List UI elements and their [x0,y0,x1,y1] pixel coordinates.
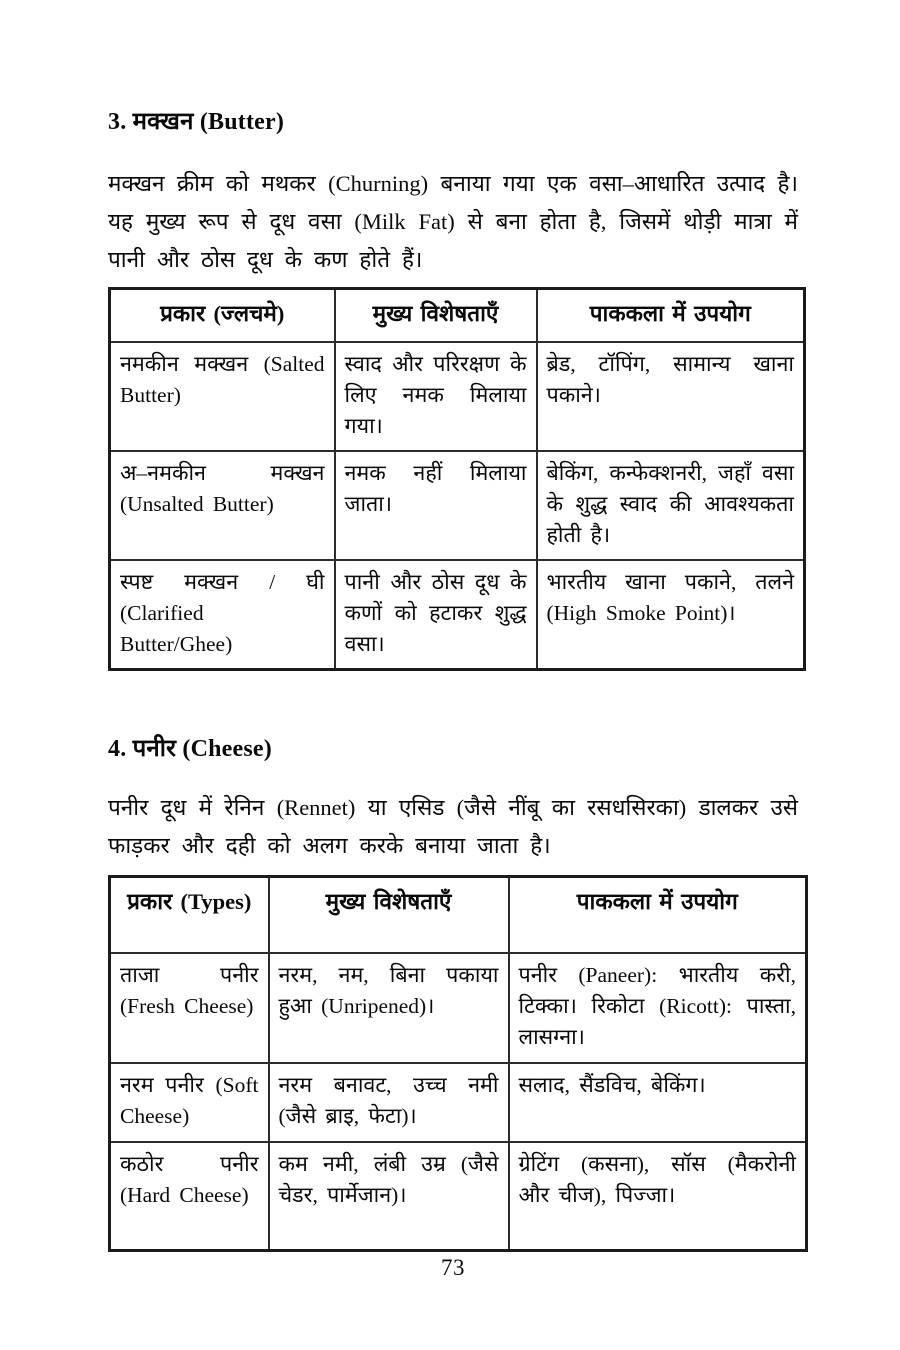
table-cell: कठोर पनीर (Hard Cheese) [110,1142,269,1250]
cheese-paragraph: पनीर दूध में रेनिन (Rennet) या एसिड (जैसे नींबू का रसधसिरका) डालकर उसे फाड़कर और दही को अलग करके बनाया जाता है। [108,794,798,858]
table-cell: नमकीन मक्खन (Salted Butter) [110,342,335,451]
table-header-cell: प्रकार (Types) [110,876,269,953]
section-heading-butter: 3. मक्खन (Butter) [108,109,285,135]
table-row [110,953,807,1063]
table-cell: बेकिंग, कन्फेक्शनरी, जहाँ वसा के शुद्ध स्वाद की आवश्यकता होती है। [537,451,805,560]
table-cell: ब्रेड, टॉपिंग, सामान्य खाना पकाने। [537,342,805,451]
table-row [110,1142,807,1250]
table-cell: नरम, नम, बिना पकाया हुआ (Unripened)। [269,953,509,1063]
table-cell: कम नमी, लंबी उम्र (जैसे चेडर, पार्मेजान)। [269,1142,509,1250]
section-butter [108,106,798,671]
table-header-cell: मुख्य विशेषताएँ [269,876,509,953]
table-row [110,560,805,670]
table-cell: पानी और ठोस दूध के कणों को हटाकर शुद्ध वसा। [335,560,537,670]
table-cell: ग्रेटिंग (कसना), सॉस (मैकरोनी और चीज), पिज्जा। [509,1142,807,1250]
table-header-cell: पाककला में उपयोग [537,289,805,342]
table-row [110,451,805,560]
table-cell: स्पष्ट मक्खन / घी (Clarified Butter/Ghee) [110,560,335,670]
table-header-row [110,289,805,342]
table-cell: स्वाद और परिरक्षण के लिए नमक मिलाया गया। [335,342,537,451]
table-row [110,1063,807,1142]
table-cell: भारतीय खाना पकाने, तलने (High Smoke Point)। [537,560,805,670]
table-header-cell: मुख्य विशेषताएँ [335,289,537,342]
table-cell: नरम पनीर (Soft Cheese) [110,1063,269,1142]
section-heading-cheese: 4. पनीर (Cheese) [108,735,272,762]
section-cheese [108,733,798,1252]
table-row [110,342,805,451]
butter-paragraph: मक्खन क्रीम को मथकर (Churning) बनाया गया एक वसा–आधारित उत्पाद है। यह मुख्य रूप से दूध वसा (Milk Fat) से बना होता है, जिसमें थोड़ी मात्रा में पानी और ठोस दूध के कण होते हैं। [108,171,798,272]
table-header-cell: प्रकार (ज्लचमे) [110,289,335,342]
table-cell: पनीर (Paneer): भारतीय करी, टिक्का। रिकोटा (Ricott): पास्ता, लासग्ना। [509,953,807,1063]
table-cell: सलाद, सैंडविच, बेकिंग। [509,1063,807,1142]
butter-table [108,287,806,671]
page-number: 73 [441,1255,465,1280]
table-header-row [110,876,807,953]
table-cell: अ–नमकीन मक्खन (Unsalted Butter) [110,451,335,560]
cheese-table [108,875,808,1252]
table-cell: ताजा पनीर (Fresh Cheese) [110,953,269,1063]
table-header-cell: पाककला में उपयोग [509,876,807,953]
table-cell: नमक नहीं मिलाया जाता। [335,451,537,560]
table-cell: नरम बनावट, उच्च नमी (जैसे ब्राइ, फेटा)। [269,1063,509,1142]
